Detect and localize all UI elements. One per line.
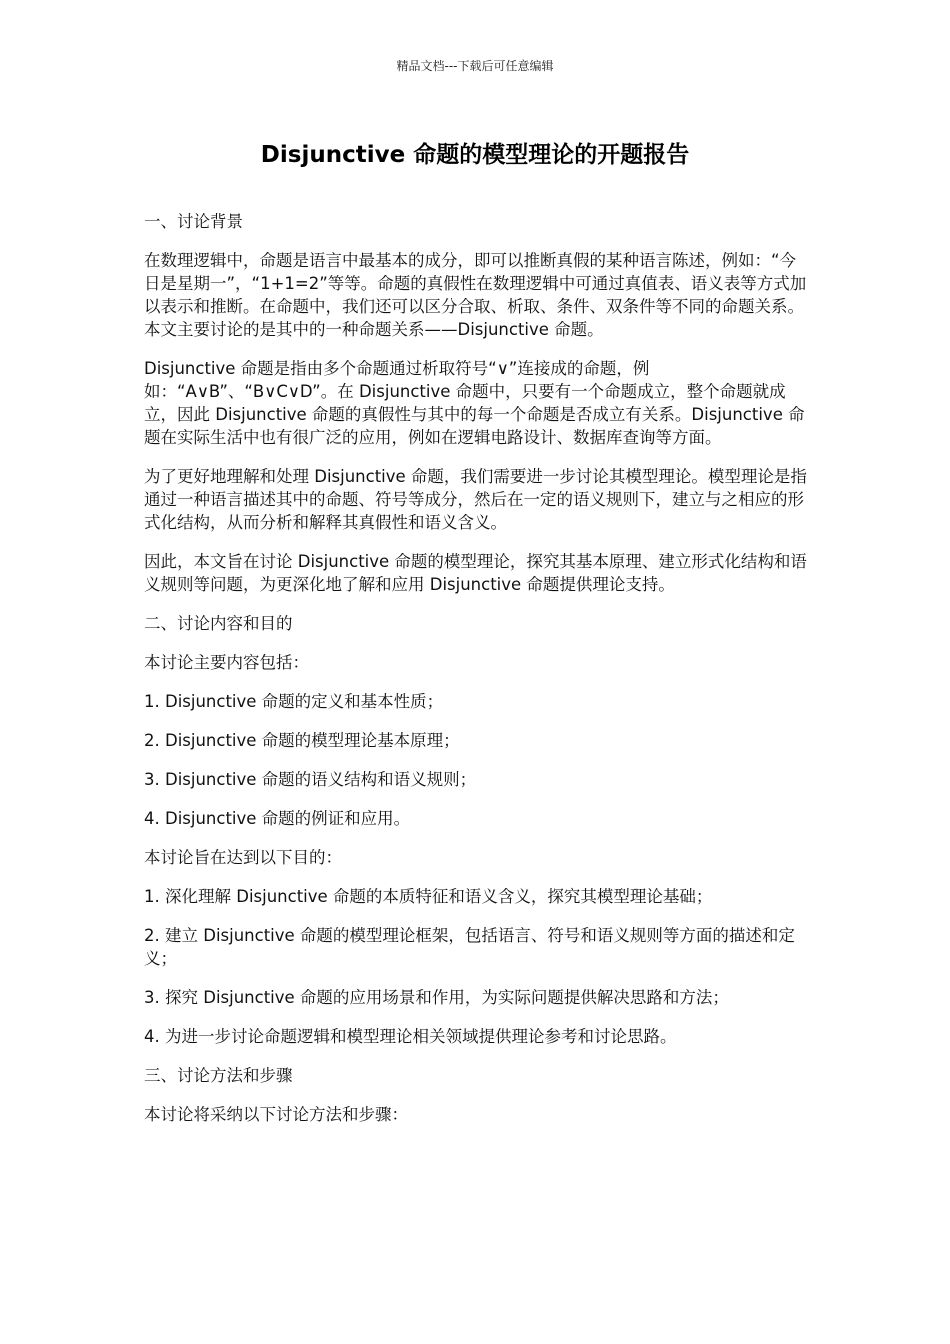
section-heading: 一、讨论背景 (144, 212, 243, 231)
list-item: 4. Disjunctive 命题的例证和应用。 (144, 809, 411, 828)
paragraph: 本讨论将采纳以下讨论方法和步骤： (144, 1105, 408, 1124)
paragraph: 本讨论旨在达到以下目的： (144, 848, 342, 867)
list-item: 4. 为进一步讨论命题逻辑和模型理论相关领域提供理论参考和讨论思路。 (144, 1027, 677, 1046)
list-item: 2. 建立 Disjunctive 命题的模型理论框架，包括语言、符号和语义规则等方面的描述和定义； (144, 926, 795, 968)
document-title: Disjunctive 命题的模型理论的开题报告 (260, 142, 690, 168)
section-heading: 三、讨论方法和步骤 (144, 1066, 293, 1085)
paragraph: 为了更好地理解和处理 Disjunctive 命题，我们需要进一步讨论其模型理论。模型理论是指通过一种语言描述其中的命题、符号等成分，然后在一定的语义规则下，建立与之相应的形式化结构，从而分析和解释其真假性和语义含义。 (144, 467, 807, 532)
paragraph: 本讨论主要内容包括： (144, 653, 309, 672)
document-body (144, 210, 810, 1142)
list-item: 3. 探究 Disjunctive 命题的应用场景和作用，为实际问题提供解决思路和方法； (144, 988, 729, 1007)
header-note: 精品文档---下载后可任意编辑 (396, 59, 554, 73)
section-heading: 二、讨论内容和目的 (144, 614, 293, 633)
list-item: 1. Disjunctive 命题的定义和基本性质； (144, 692, 444, 711)
list-item: 1. 深化理解 Disjunctive 命题的本质特征和语义含义，探究其模型理论基础； (144, 887, 713, 906)
list-item: 2. Disjunctive 命题的模型理论基本原理； (144, 731, 460, 750)
list-item: 3. Disjunctive 命题的语义结构和语义规则； (144, 770, 477, 789)
paragraph: 在数理逻辑中，命题是语言中最基本的成分，即可以推断真假的某种语言陈述，例如：“今日是星期一”，“1+1=2”等等。命题的真假性在数理逻辑中可通过真值表、语义表等方式加以表示和推断。在命题中，我们还可以区分合取、析取、条件、双条件等不同的命题关系。本文主要讨论的是其中的一种命题关系——Disjunctive 命题。 (144, 251, 807, 339)
paragraph: Disjunctive 命题是指由多个命题通过析取符号“∨”连接成的命题，例如：“A∨B”、“B∨C∨D”。在 Disjunctive 命题中，只要有一个命题成立，整个命题就成立，因此 Disjunctive 命题的真假性与其中的每一个命题是否成立有关系。Disjunctive 命题在实际生活中也有很广泛的应用，例如在逻辑电路设计、数据库查询等方面。 (144, 359, 805, 447)
paragraph: 因此，本文旨在讨论 Disjunctive 命题的模型理论，探究其基本原理、建立形式化结构和语义规则等问题，为更深化地了解和应用 Disjunctive 命题提供理论支持。 (144, 552, 807, 594)
